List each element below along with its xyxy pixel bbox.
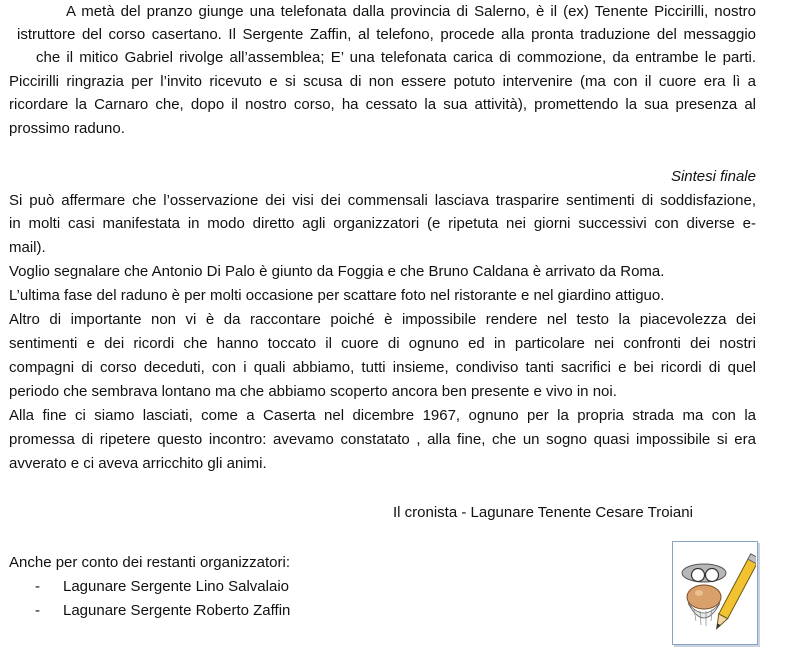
paragraph2-line: Si può affermare che l’osservazione dei visi dei commensali lasciava trasparire sentimenti di soddisfazione, bbox=[9, 192, 756, 209]
organizer-list-item bbox=[9, 599, 609, 623]
section-heading: Sintesi finale bbox=[670, 168, 756, 185]
paragraph2-line: Voglio segnalare che Antonio Di Palo è giunto da Foggia e che Bruno Caldana è arrivato da Roma. bbox=[9, 263, 665, 280]
paragraph2-line: periodo che sembrava lontano ma che abbiamo scoperto ancora ben presente e vivo in noi. bbox=[9, 383, 617, 400]
bullet-dash: - bbox=[35, 602, 40, 619]
paragraph2-line: avverato e ci aveva arricchito gli animi. bbox=[9, 455, 267, 472]
paragraph2-line: promessa di ripetere questo incontro: avevamo constatato , alla fine, che un sogno quasi impossibile si era bbox=[9, 431, 756, 448]
writer-pencil-drawing bbox=[672, 541, 756, 643]
paragraph1-line: ricordare la Carnaro che, dopo il nostro corso, ha cessato la sua attività), promettendo la sua presenza al bbox=[9, 96, 756, 113]
paragraph2-line: in molti casi manifestata in modo diretto agli organizzatori (e ripetuta nei giorni successivi con diverse e- bbox=[9, 215, 756, 232]
writer-pencil-clipart-icon bbox=[672, 541, 759, 646]
organizer-name: Lagunare Sergente Roberto Zaffin bbox=[63, 602, 291, 619]
paragraph2-line: compagni di corso deceduti, con i quali abbiamo, tutti insieme, condiviso tanti sacrifici e bei ricordi di quel bbox=[9, 359, 756, 376]
paragraph1-line: che il mitico Gabriel rivolge all’assemblea; E’ una telefonata carica di commozione, da entrambe le parti. bbox=[36, 49, 756, 66]
paragraph1-line: istruttore del corso casertano. Il Sergente Zaffin, al telefono, procede alla pronta traduzione del messaggio bbox=[17, 26, 756, 43]
paragraph2-line: L’ultima fase del raduno è per molti occasione per scattare foto nel ristorante e nel giardino attiguo. bbox=[9, 287, 665, 304]
organizers-intro: Anche per conto dei restanti organizzatori: bbox=[9, 554, 290, 571]
organizer-list-item bbox=[9, 575, 609, 599]
paragraph2-line: Alla fine ci siamo lasciati, come a Caserta nel dicembre 1967, ognuno per la propria strada ma con la bbox=[9, 407, 756, 424]
paragraph1-line: prossimo raduno. bbox=[9, 120, 125, 137]
paragraph1-line: Piccirilli ringrazia per l’invito ricevuto e si scusa di non essere potuto intervenire (ma con il cuore era lì a bbox=[9, 73, 756, 90]
paragraph2-line: sentimenti e dei ricordi che hanno toccato il cuore di ognuno ed in particolare nei confronti dei nostri bbox=[9, 335, 756, 352]
paragraph2-line: Altro di importante non vi è da raccontare poiché è impossibile rendere nel testo la piacevolezza dei bbox=[9, 311, 756, 328]
signature: Il cronista - Lagunare Tenente Cesare Troiani bbox=[393, 504, 693, 521]
paragraph1-line: A metà del pranzo giunge una telefonata dalla provincia di Salerno, è il (ex) Tenente Piccirilli, nostro bbox=[66, 3, 756, 20]
paragraph2-line: mail). bbox=[9, 239, 46, 256]
bullet-dash: - bbox=[35, 578, 40, 595]
organizer-name: Lagunare Sergente Lino Salvalaio bbox=[63, 578, 290, 595]
